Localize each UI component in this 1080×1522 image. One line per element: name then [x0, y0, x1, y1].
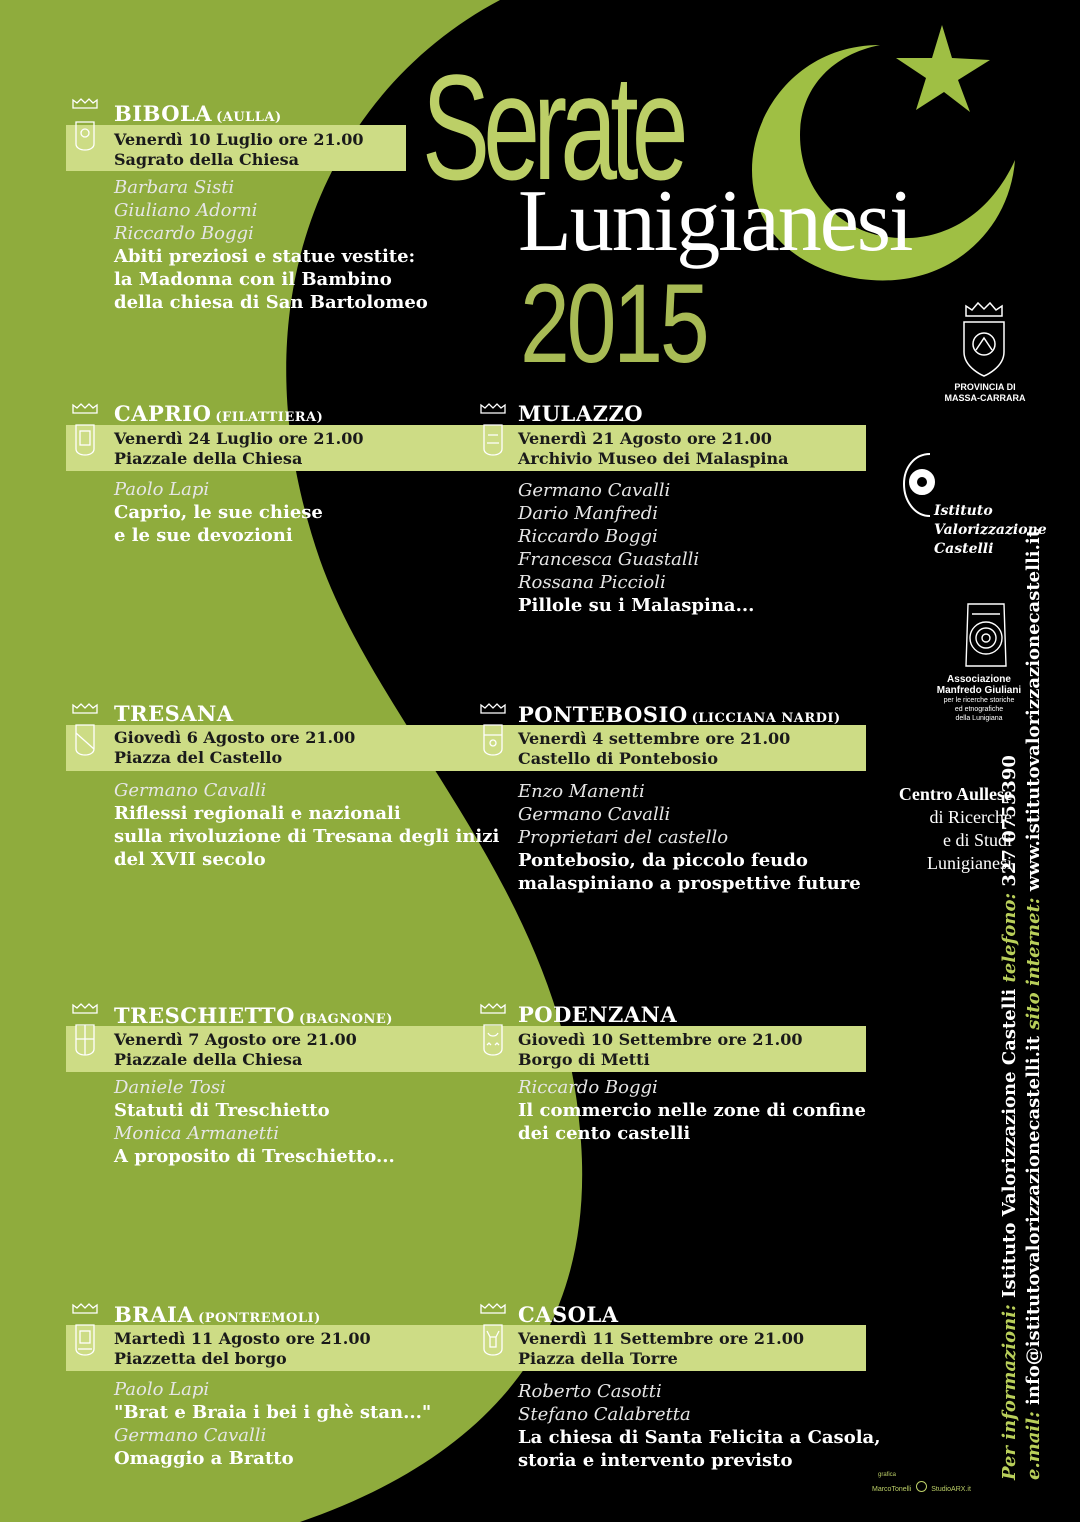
event-line: Dario Manfredi — [518, 503, 659, 524]
event-line: Giuliano Adorni — [114, 200, 258, 221]
event-place: BIBOLA (AULLA) — [114, 101, 282, 126]
event-line: La chiesa di Santa Felicita a Casola, — [518, 1427, 881, 1448]
event-line: Stefano Calabretta — [518, 1404, 691, 1425]
credits-name: MarcoTonelli — [872, 1486, 912, 1493]
phone-number[interactable]: 327 0755390 — [999, 755, 1020, 887]
event-line: del XVII secolo — [114, 849, 266, 870]
event-details — [114, 176, 428, 314]
event-venue: Piazzale della Chiesa — [114, 1050, 303, 1069]
event-line: Il commercio nelle zone di confine — [518, 1100, 866, 1121]
coat-of-arms-icon — [478, 1003, 508, 1063]
info-label: Per informazioni: — [999, 1304, 1020, 1480]
contact-info-line2 — [1022, 529, 1046, 1480]
provincia-crest-icon — [958, 300, 1010, 378]
event-date: Venerdì 21 Agosto ore 21.00 — [518, 429, 772, 448]
event-line: Pontebosio, da piccolo feudo — [518, 850, 808, 871]
event-line: Caprio, le sue chiese — [114, 502, 323, 523]
coat-of-arms-icon — [70, 1003, 100, 1063]
associazione-line: Manfredo Giuliani — [936, 685, 1022, 696]
coat-of-arms-icon — [478, 403, 508, 463]
coat-of-arms-icon — [70, 403, 100, 463]
event-details — [518, 1380, 880, 1472]
event-line: A proposito di Treschietto... — [114, 1146, 395, 1167]
event-details — [114, 779, 499, 871]
site-label: sito internet: — [1023, 897, 1044, 1030]
credits — [872, 1472, 971, 1496]
event-date: Venerdì 11 Settembre ore 21.00 — [518, 1329, 804, 1348]
event-venue: Sagrato della Chiesa — [114, 150, 299, 169]
info-text: Istituto Valorizzazione Castelli — [999, 988, 1020, 1298]
event-venue: Borgo di Metti — [518, 1050, 650, 1069]
credits-studio: StudioARX.it — [931, 1486, 971, 1493]
event-line: Enzo Manenti — [518, 781, 645, 802]
event-line: Omaggio a Bratto — [114, 1448, 294, 1469]
event-place: TRESCHIETTO (BAGNONE) — [114, 1003, 393, 1028]
provincia-line: MASSA-CARRARA — [944, 393, 1026, 403]
event-line: e le sue devozioni — [114, 525, 293, 546]
event-line: dei cento castelli — [518, 1123, 691, 1144]
event-date: Martedì 11 Agosto ore 21.00 — [114, 1329, 371, 1348]
title-lunigianesi: Lunigianesi — [518, 173, 912, 270]
event-line: Germano Cavalli — [518, 480, 671, 501]
email-link[interactable]: info@istitutovalorizzazionecastelli.it — [1023, 1035, 1044, 1405]
coat-of-arms-icon — [70, 703, 100, 763]
event-line: Germano Cavalli — [114, 780, 267, 801]
site-link[interactable]: www.istitutovalorizzazionecastelli.it — [1023, 528, 1044, 892]
event-line: Rossana Piccioli — [518, 572, 666, 593]
event-line: Paolo Lapi — [114, 1379, 210, 1400]
title-serate: Serate — [422, 43, 682, 211]
event-line: Monica Armanetti — [114, 1123, 280, 1144]
provincia-label — [930, 382, 1040, 404]
associazione-logo-icon — [962, 600, 1010, 670]
event-place: MULAZZO — [518, 401, 644, 426]
event-line: Riccardo Boggi — [518, 1077, 658, 1098]
event-venue: Archivio Museo dei Malaspina — [518, 449, 789, 468]
event-date: Giovedì 10 Settembre ore 21.00 — [518, 1030, 803, 1049]
title-year: 2015 — [520, 261, 707, 386]
event-details — [114, 1378, 431, 1470]
event-line: Barbara Sisti — [114, 177, 235, 198]
centro-line: Centro Aullese — [898, 784, 1012, 804]
event-line: della chiesa di San Bartolomeo — [114, 292, 428, 313]
centro-line: di Ricerche — [929, 807, 1012, 827]
event-line: Riccardo Boggi — [518, 526, 658, 547]
event-line: Pillole su i Malaspina... — [518, 595, 755, 616]
associazione-line: per le ricerche storiche — [943, 697, 1015, 704]
event-line: sulla rivoluzione di Tresana degli inizi — [114, 826, 500, 847]
event-line: Germano Cavalli — [518, 804, 671, 825]
event-line: Francesca Guastalli — [518, 549, 700, 570]
event-venue: Piazza del Castello — [114, 748, 283, 767]
event-line: Abiti preziosi e statue vestite: — [114, 246, 416, 267]
associazione-line: ed etnografiche — [954, 706, 1004, 713]
event-venue: Piazzale della Chiesa — [114, 449, 303, 468]
istituto-line: Istituto — [934, 503, 993, 519]
email-label: e.mail: — [1023, 1411, 1044, 1480]
event-details — [114, 1076, 395, 1168]
contact-info-line1 — [998, 755, 1022, 1480]
event-date: Venerdì 7 Agosto ore 21.00 — [114, 1030, 357, 1049]
event-venue: Piazzetta del borgo — [114, 1349, 287, 1368]
event-line: Paolo Lapi — [114, 479, 210, 500]
phone-label: telefono: — [999, 892, 1020, 983]
event-line: Proprietari del castello — [518, 827, 729, 848]
event-details — [114, 478, 323, 547]
istituto-line: Castelli — [934, 541, 994, 557]
event-line: storia e intervento previsto — [518, 1450, 793, 1471]
coat-of-arms-icon — [70, 98, 100, 158]
coat-of-arms-icon — [70, 1303, 100, 1363]
event-line: Riflessi regionali e nazionali — [114, 803, 401, 824]
istituto-line: Valorizzazione — [934, 522, 1047, 538]
coat-of-arms-icon — [478, 1303, 508, 1363]
event-place: CASOLA — [518, 1302, 619, 1327]
event-line: malaspiniano a prospettive future — [518, 873, 861, 894]
centro-line: Lunigianesi — [927, 853, 1012, 873]
event-details — [518, 479, 754, 617]
event-place: CAPRIO (FILATTIERA) — [114, 401, 324, 426]
event-place: PODENZANA — [518, 1002, 678, 1027]
centro-aullese-label — [868, 783, 1012, 875]
event-line: Statuti di Treschietto — [114, 1100, 330, 1121]
provincia-line: PROVINCIA DI — [954, 382, 1016, 392]
centro-line: e di Studi — [942, 830, 1012, 850]
event-date: Venerdì 4 settembre ore 21.00 — [518, 729, 791, 748]
associazione-line: della Lunigiana — [955, 715, 1003, 722]
event-line: Daniele Tosi — [114, 1077, 226, 1098]
event-line: Riccardo Boggi — [114, 223, 254, 244]
event-date: Venerdì 24 Luglio ore 21.00 — [114, 429, 364, 448]
associazione-line: Associazione — [947, 674, 1011, 685]
credits-grafica: grafica — [878, 1472, 897, 1478]
event-details — [518, 780, 861, 895]
event-venue: Piazza della Torre — [518, 1349, 678, 1368]
event-line: la Madonna con il Bambino — [114, 269, 392, 290]
event-date: Giovedì 6 Agosto ore 21.00 — [114, 728, 356, 747]
event-line: Roberto Casotti — [518, 1381, 662, 1402]
event-details — [518, 1076, 866, 1145]
credits-logo-icon — [916, 1481, 927, 1492]
event-line: "Brat e Braia i bei i ghè stan..." — [114, 1402, 432, 1423]
event-venue: Castello di Pontebosio — [518, 749, 719, 768]
event-place: PONTEBOSIO (LICCIANA NARDI) — [518, 702, 841, 727]
event-place: TRESANA — [114, 701, 234, 726]
event-line: Germano Cavalli — [114, 1425, 267, 1446]
event-place: BRAIA (PONTREMOLI) — [114, 1302, 321, 1327]
coat-of-arms-icon — [478, 703, 508, 763]
event-date: Venerdì 10 Luglio ore 21.00 — [114, 130, 364, 149]
